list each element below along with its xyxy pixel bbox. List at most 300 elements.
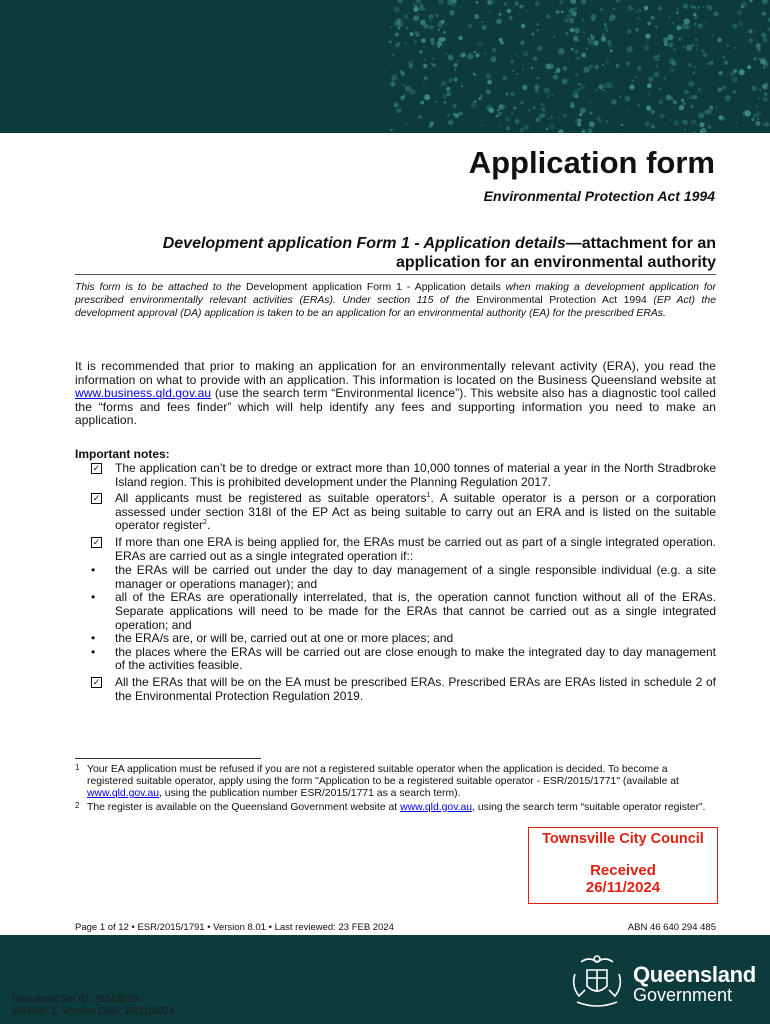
page-footer-abn: ABN 46 640 294 485 xyxy=(627,922,716,933)
header-dot xyxy=(510,84,512,86)
header-dot xyxy=(537,46,542,51)
header-dot xyxy=(644,45,650,51)
header-dot xyxy=(604,82,610,88)
header-dot xyxy=(755,30,757,32)
header-dot xyxy=(486,89,491,94)
header-dot xyxy=(745,110,751,116)
header-dot xyxy=(453,113,455,115)
header-dot xyxy=(457,60,459,62)
recommendation-text-2: (use the search term “Environmental licence”). This website also has a diagnostic tool called the “forms and fees finder” which will help identify any fees and supporting information you need to make an application. xyxy=(75,386,716,428)
header-dot xyxy=(589,112,592,115)
header-dot xyxy=(673,48,676,51)
header-dot xyxy=(504,2,508,6)
header-dot xyxy=(481,21,483,23)
header-dot xyxy=(561,11,564,14)
header-dot xyxy=(395,43,399,47)
header-dot xyxy=(438,29,440,31)
header-dot xyxy=(506,126,510,130)
form-title-line2: application for an environmental authority xyxy=(395,254,716,271)
header-dot xyxy=(616,64,620,68)
header-dot xyxy=(682,120,687,125)
header-dot xyxy=(582,130,586,134)
document-version: Version: 1, Version Date: 26/11/2024 xyxy=(12,1006,175,1017)
footnote-2-text-a: The register is available on the Queensland Government website at xyxy=(87,802,401,813)
header-dot xyxy=(570,102,574,106)
header-dot xyxy=(648,93,651,96)
header-dot xyxy=(697,88,701,92)
header-dot xyxy=(619,96,621,98)
header-band xyxy=(0,0,770,133)
footnote-ref-1: 1 xyxy=(426,492,431,500)
header-dot xyxy=(560,0,564,4)
header-dot xyxy=(670,119,672,121)
header-dot xyxy=(574,28,580,34)
header-dot xyxy=(682,102,685,105)
header-dot xyxy=(487,80,492,85)
header-dot xyxy=(410,32,414,36)
header-dot xyxy=(531,67,534,70)
header-dot xyxy=(752,86,757,91)
criterion-4: the places where the ERAs will be carried out are close enough to make the integrated day to day management of the activities feasible. xyxy=(115,644,716,673)
header-dot xyxy=(575,73,578,76)
header-dot xyxy=(753,114,757,118)
header-dot xyxy=(734,70,737,73)
header-dot xyxy=(423,85,425,87)
header-dot xyxy=(713,11,718,16)
header-dot xyxy=(682,23,688,29)
header-dot xyxy=(391,78,394,81)
header-dot xyxy=(418,14,420,16)
header-dot xyxy=(510,91,515,96)
header-dot xyxy=(536,23,539,26)
header-dot xyxy=(522,85,527,90)
header-dot xyxy=(515,53,517,55)
header-dot xyxy=(461,52,466,57)
header-dot xyxy=(660,114,664,118)
header-dot xyxy=(589,101,592,104)
header-dot xyxy=(621,124,623,126)
header-dot xyxy=(570,28,574,32)
header-dot xyxy=(402,84,405,87)
header-dot xyxy=(657,54,660,57)
header-dot xyxy=(717,87,722,92)
header-dot xyxy=(442,93,447,98)
header-dot xyxy=(474,51,476,53)
header-dot xyxy=(629,84,634,89)
header-dot xyxy=(703,53,708,58)
header-dot xyxy=(418,115,422,119)
header-dot xyxy=(664,77,667,80)
header-dot xyxy=(615,0,620,3)
header-dot xyxy=(574,7,577,10)
header-dot xyxy=(416,0,421,3)
note-item xyxy=(75,676,716,703)
header-dot xyxy=(398,0,403,3)
header-dot xyxy=(763,124,766,127)
recommendation-paragraph xyxy=(75,360,716,428)
header-dot xyxy=(471,102,477,108)
stamp-date: 26/11/2024 xyxy=(585,879,661,896)
header-dot xyxy=(577,57,581,61)
header-dot xyxy=(647,83,652,88)
header-dot xyxy=(438,0,444,5)
header-dot xyxy=(395,19,401,25)
header-dot xyxy=(757,47,761,51)
intro-text-4: Environmental Protection Act 1994 xyxy=(476,295,647,306)
header-dot xyxy=(602,64,604,66)
header-dot xyxy=(753,57,757,61)
header-dot xyxy=(646,106,651,111)
header-dot xyxy=(684,128,686,130)
criterion-1: the ERAs will be carried out under the day to day management of a single responsible individual (e.g. a site manager or operations manager); and xyxy=(115,563,716,591)
header-dot xyxy=(598,84,603,89)
header-dot xyxy=(703,6,705,8)
header-dot xyxy=(567,57,569,59)
header-dot xyxy=(542,104,544,106)
header-dot xyxy=(620,132,622,134)
header-dot xyxy=(647,22,651,26)
header-dot xyxy=(520,40,525,45)
header-dot xyxy=(637,104,640,107)
header-dot xyxy=(536,118,540,122)
integrated-operation-criteria xyxy=(91,563,716,673)
header-dot xyxy=(420,3,422,5)
header-dot xyxy=(423,24,428,29)
header-dot xyxy=(748,38,753,43)
header-dot xyxy=(654,72,659,77)
header-dot xyxy=(741,5,744,8)
header-dot xyxy=(658,6,662,10)
header-dot xyxy=(604,23,607,26)
header-dot xyxy=(512,70,514,72)
header-dot xyxy=(394,103,398,107)
note-item xyxy=(75,492,716,533)
header-dot xyxy=(566,78,569,81)
header-dot xyxy=(763,97,768,102)
header-dot xyxy=(570,0,576,4)
header-dot xyxy=(579,113,582,116)
header-dot xyxy=(558,117,560,119)
header-dot xyxy=(591,36,595,40)
header-dot xyxy=(436,101,438,103)
header-dot xyxy=(496,19,502,25)
header-dot xyxy=(694,66,696,68)
header-dot xyxy=(405,42,407,44)
header-dot xyxy=(448,120,453,125)
qld-gov-link[interactable]: www.qld.gov.au xyxy=(87,788,160,799)
header-dot xyxy=(742,50,744,52)
header-dot xyxy=(739,69,745,75)
page-footer-info: Page 1 of 12 • ESR/2015/1791 • Version 8.01 • Last reviewed: 23 FEB 2024 xyxy=(75,922,394,933)
header-dot xyxy=(389,40,392,43)
header-dot xyxy=(684,90,689,95)
checkbox-icon: ✓ xyxy=(92,493,101,504)
stamp-council: Townsville City Council xyxy=(542,831,704,847)
header-dot xyxy=(551,94,553,96)
header-dot xyxy=(583,31,585,33)
header-dot xyxy=(737,10,742,15)
header-dot xyxy=(762,0,768,4)
header-dot xyxy=(759,89,762,92)
header-dot xyxy=(520,101,524,105)
footnote-2-text-b: , using the search term “suitable operator register”. xyxy=(472,802,706,813)
note-2-text-c: . xyxy=(206,518,211,533)
header-dot xyxy=(499,38,503,42)
form-title xyxy=(75,234,716,272)
header-dot xyxy=(556,10,560,14)
criterion-3: the ERA/s are, or will be, carried out at one or more places; and xyxy=(115,631,454,646)
header-dot xyxy=(511,112,513,114)
header-dot xyxy=(423,64,427,68)
header-dot xyxy=(501,42,503,44)
header-dot xyxy=(763,67,765,69)
header-dot xyxy=(535,85,540,90)
header-dot xyxy=(638,66,641,69)
header-dot xyxy=(415,32,420,37)
header-dot xyxy=(437,45,440,48)
header-dot xyxy=(404,122,407,125)
coat-of-arms-icon xyxy=(567,952,627,1010)
header-dot xyxy=(414,40,417,43)
header-dot xyxy=(574,49,579,54)
header-dot xyxy=(664,43,668,47)
header-dot xyxy=(581,0,586,4)
header-dot xyxy=(515,1,519,5)
header-dot xyxy=(692,44,695,47)
header-dot xyxy=(755,121,760,126)
header-dot xyxy=(734,47,736,49)
header-dot xyxy=(544,88,550,94)
footnote-ref-2: 2 xyxy=(203,519,207,527)
list-item xyxy=(91,563,716,591)
header-dot xyxy=(761,33,766,38)
bullet-icon: • xyxy=(91,590,96,605)
header-dot xyxy=(732,24,737,29)
header-dot xyxy=(656,26,658,28)
header-dot xyxy=(648,76,653,81)
intro-text-3: when making a development application for prescribed environmentally relevant activities (ERAs). Under section 115 of the xyxy=(75,282,716,306)
header-dot xyxy=(430,20,433,23)
header-dot xyxy=(523,51,529,57)
header-dot xyxy=(628,110,630,112)
header-dot xyxy=(492,48,496,52)
header-dot xyxy=(605,59,609,63)
header-dot xyxy=(600,8,603,11)
header-dot xyxy=(546,127,549,130)
header-dot xyxy=(679,105,684,110)
header-dot xyxy=(686,45,692,51)
intro-text-2: Development application Form 1 - Application details xyxy=(246,282,501,293)
header-dot xyxy=(408,61,414,67)
header-dot xyxy=(516,73,518,75)
form-title-italic: Development application Form 1 - Application details xyxy=(162,235,566,252)
header-dot xyxy=(681,99,684,102)
header-dot xyxy=(651,110,655,114)
criterion-2: all of the ERAs are operationally interrelated, that is, the operation cannot function without all of the ERAs. Separate applications will need to be made for the ERAs that cannot be carried out as a single integrated operation; and xyxy=(115,590,716,632)
header-dot xyxy=(448,78,452,82)
header-dot xyxy=(732,77,738,83)
header-dot xyxy=(697,45,699,47)
header-dot xyxy=(672,22,674,24)
header-dot xyxy=(548,118,550,120)
header-dot xyxy=(497,109,499,111)
header-dot xyxy=(749,106,751,108)
header-dot xyxy=(582,18,585,21)
notes-heading: Important notes: xyxy=(75,447,170,461)
header-dot xyxy=(645,34,650,39)
checkbox-icon: ✓ xyxy=(92,536,101,547)
header-dot xyxy=(693,131,696,133)
header-dot xyxy=(668,16,670,18)
header-dot xyxy=(392,54,395,57)
note-1-text: The application can’t be to dredge or extract more than 10,000 tonnes of material a year in the North Stradbroke Island region. This is prohibited development under the Planning Regulation 2017. xyxy=(115,461,716,489)
header-dot xyxy=(758,98,760,100)
header-dot xyxy=(526,9,528,11)
header-dot xyxy=(583,67,589,73)
header-dot xyxy=(403,14,408,19)
header-dot xyxy=(628,6,634,12)
header-dot xyxy=(389,64,391,66)
header-dot xyxy=(413,7,418,12)
list-item xyxy=(91,590,716,632)
header-dot xyxy=(578,83,580,85)
header-dot xyxy=(498,124,501,127)
header-dot xyxy=(693,13,697,17)
title-rule xyxy=(75,274,716,275)
header-dot xyxy=(429,14,434,19)
business-qld-link[interactable]: www.business.qld.gov.au xyxy=(75,386,212,401)
header-dot xyxy=(448,55,454,61)
header-dot xyxy=(736,122,738,124)
list-item xyxy=(91,644,716,673)
header-dot xyxy=(694,6,696,8)
header-dot xyxy=(627,46,633,52)
recommendation-text-1: It is recommended that prior to making an application for an environmentally relevant activity (ERA), you read the information on what to provide with an application. This information is located on the Business Queensland website at xyxy=(75,359,716,387)
header-dot xyxy=(394,7,400,13)
header-dot xyxy=(531,32,534,35)
header-dot xyxy=(709,61,713,65)
header-dot xyxy=(747,65,751,69)
header-dot xyxy=(718,71,722,75)
bullet-icon: • xyxy=(91,563,96,578)
header-dot xyxy=(625,96,631,102)
footnote-1-text-a: Your EA application must be refused if you are not a registered suitable operator when the application is decided. To become a registered suitable operator, apply using the form "Application to be a registered suitable operator - ESR/2015/1771" (available at xyxy=(87,764,679,787)
header-dot xyxy=(435,14,439,18)
intro-paragraph xyxy=(75,281,716,320)
header-dot xyxy=(445,53,447,55)
header-dot xyxy=(441,20,445,24)
header-dot xyxy=(683,3,688,8)
header-dot xyxy=(439,37,443,41)
header-dot xyxy=(692,71,695,74)
header-dot xyxy=(756,43,761,48)
header-dot xyxy=(593,19,595,21)
queensland-government-logo xyxy=(567,952,756,1012)
header-dot xyxy=(691,105,694,108)
header-dot xyxy=(765,122,769,126)
header-dot xyxy=(449,10,454,15)
footnote-number: 2 xyxy=(75,801,80,810)
qld-gov-link[interactable]: www.qld.gov.au xyxy=(400,802,473,813)
header-dot xyxy=(401,71,406,76)
header-dot xyxy=(419,50,422,53)
header-dot xyxy=(762,12,766,16)
header-dot xyxy=(610,49,613,52)
header-dot xyxy=(676,7,679,10)
header-dot xyxy=(547,95,550,98)
header-dot xyxy=(700,122,705,127)
header-dot xyxy=(598,118,603,123)
header-dot xyxy=(433,58,435,60)
header-dot xyxy=(503,105,506,108)
intro-text-5: (EP Act) the development approval (DA) application is taken to be an application for an environmental authority (EA) for the prescribed ERAs. xyxy=(75,295,716,319)
form-title-line1: —attachment for an xyxy=(565,235,716,252)
header-dot xyxy=(476,1,479,4)
footnote-rule xyxy=(75,758,261,759)
header-dot xyxy=(723,56,725,58)
header-dot xyxy=(551,116,553,118)
header-dot xyxy=(673,100,677,104)
header-dot xyxy=(707,125,711,129)
header-dot xyxy=(589,121,595,127)
header-dot xyxy=(760,59,766,65)
header-dot xyxy=(636,16,640,20)
header-dot xyxy=(688,63,692,67)
header-dot xyxy=(705,21,707,23)
header-dot xyxy=(410,66,412,68)
header-dot xyxy=(693,95,697,99)
header-dot xyxy=(452,104,456,108)
header-dot xyxy=(520,128,525,133)
header-dot xyxy=(524,125,529,130)
header-dot xyxy=(507,9,512,14)
header-dot xyxy=(455,69,457,71)
header-dot xyxy=(758,58,761,61)
header-dot xyxy=(593,40,599,46)
header-dot xyxy=(666,95,672,101)
header-dot xyxy=(709,106,713,110)
header-dot xyxy=(764,93,767,96)
header-dot xyxy=(698,112,704,118)
header-dot xyxy=(553,75,558,80)
header-dot xyxy=(497,111,502,116)
header-dot xyxy=(607,40,611,44)
header-dot xyxy=(553,36,555,38)
header-dot xyxy=(580,108,586,114)
document-set-id: Document Set ID: 26543529 xyxy=(12,994,139,1005)
header-dot xyxy=(479,94,483,98)
header-dot xyxy=(390,129,393,132)
header-dot xyxy=(395,33,399,37)
header-dot xyxy=(537,29,539,31)
footnote-number: 1 xyxy=(75,763,80,772)
stamp-received: Received xyxy=(590,862,656,879)
header-dot xyxy=(668,42,673,47)
header-dot xyxy=(431,63,433,65)
header-dot xyxy=(446,87,450,91)
header-dot xyxy=(698,23,703,28)
header-dot xyxy=(502,76,507,81)
header-dot xyxy=(536,76,539,79)
header-dot xyxy=(519,5,523,9)
header-dot xyxy=(424,9,426,11)
header-dot xyxy=(749,0,752,2)
header-dot xyxy=(678,38,681,41)
header-dot xyxy=(454,63,458,67)
header-dot xyxy=(725,95,731,101)
header-dot xyxy=(490,56,496,62)
header-dot xyxy=(706,109,712,115)
